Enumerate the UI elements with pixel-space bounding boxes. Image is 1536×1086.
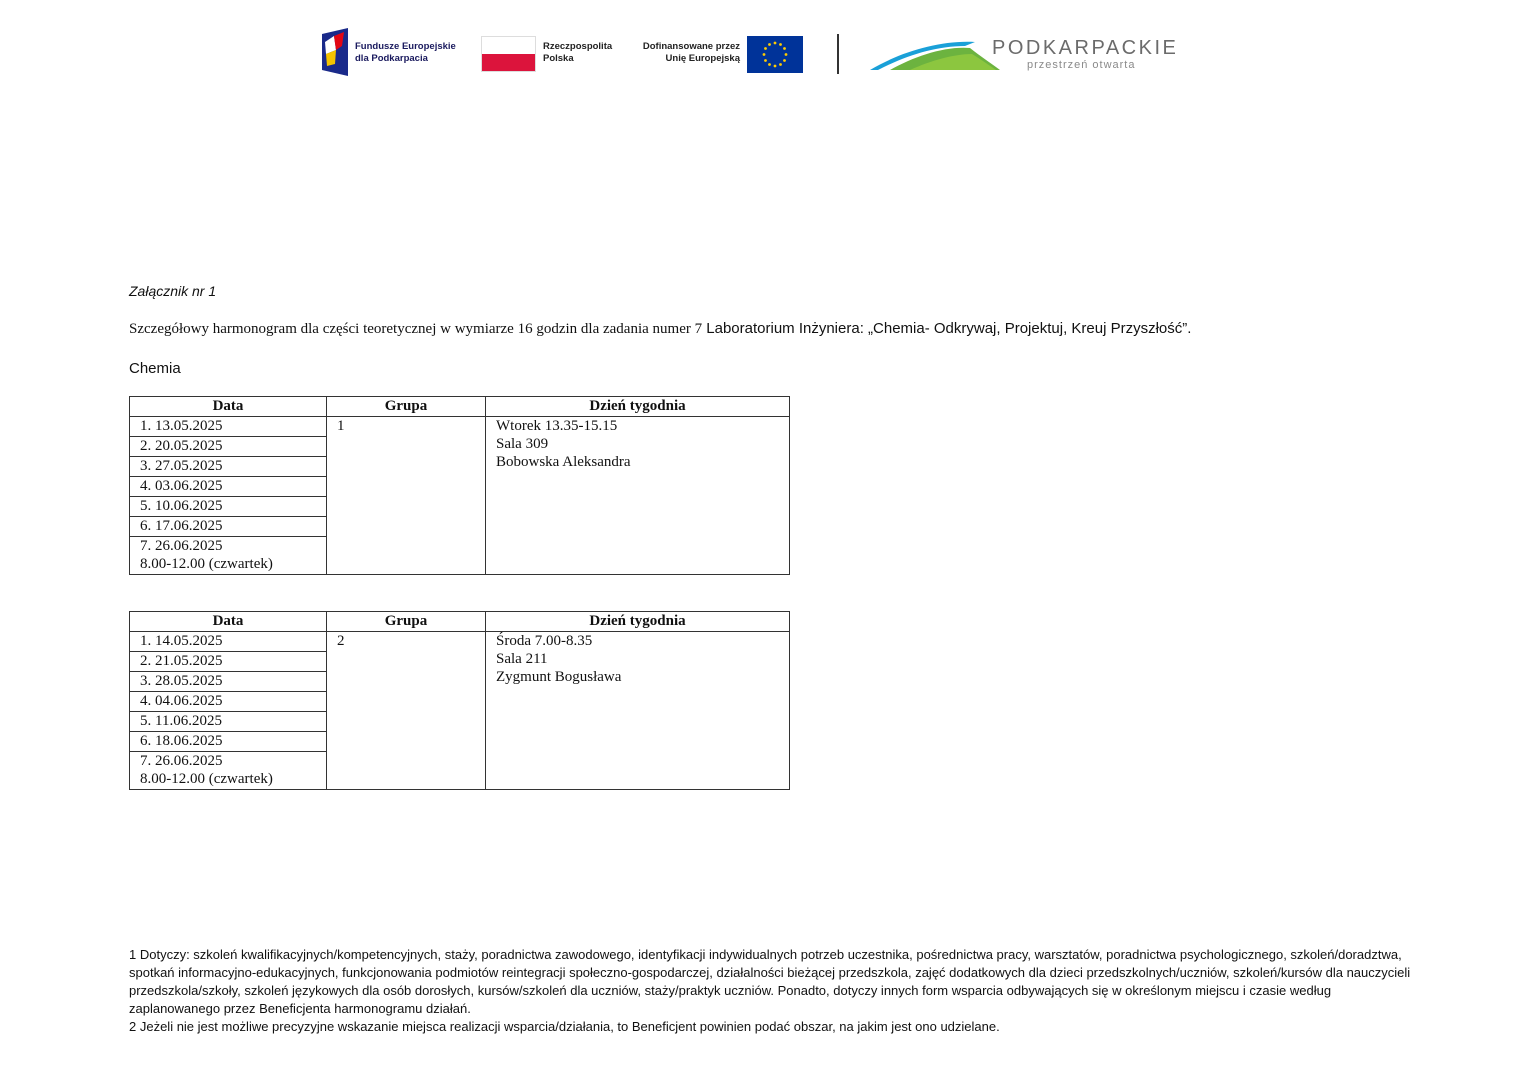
day-cell — [486, 417, 790, 575]
day-room: Sala 211 — [496, 651, 548, 667]
day-room: Sala 309 — [496, 436, 549, 452]
date-cell: 5. 10.06.2025 — [130, 497, 327, 517]
intro-sans-text: Laboratorium Inżyniera: „Chemia- Odkrywaj, Projektuj, Kreuj Przyszłość”. — [702, 320, 1192, 337]
region-tagline: przestrzeń otwarta — [1027, 59, 1136, 71]
subject-heading: Chemia — [129, 360, 181, 377]
intro-serif-text: Szczegółowy harmonogram dla części teoretycznej w wymiarze 16 godzin dla zadania numer 7 — [129, 321, 703, 337]
fe-podkarpacie-logo — [322, 28, 348, 76]
date-cell: 2. 20.05.2025 — [130, 437, 327, 457]
schedule-table-group-2 — [129, 611, 790, 790]
date-cell: 2. 21.05.2025 — [130, 652, 327, 672]
pl-logo-text: Rzeczpospolita Polska — [543, 41, 613, 64]
schedule-table-group-1 — [129, 396, 790, 575]
table-row — [130, 632, 790, 652]
fe-logo-text: Fundusze Europejskie dla Podkarpacia — [355, 41, 456, 64]
day-time: Środa 7.00-8.35 — [496, 633, 593, 649]
day-teacher: Bobowska Aleksandra — [496, 454, 631, 470]
header-group: Grupa — [327, 612, 486, 632]
footnote-2: 2 Jeżeli nie jest możliwe precyzyjne wskazanie miejsca realizacji wsparcia/działania, to Beneficjent powinien podać obszar, na jakim jest ono udzielane. — [129, 1019, 1000, 1034]
date-cell — [130, 537, 327, 575]
date-cell: 6. 17.06.2025 — [130, 517, 327, 537]
date-cell: 3. 28.05.2025 — [130, 672, 327, 692]
annex-label: Załącznik nr 1 — [129, 283, 217, 299]
intro-paragraph — [129, 320, 1191, 338]
date-text: 7. 26.06.2025 — [140, 538, 223, 554]
date-cell: 4. 03.06.2025 — [130, 477, 327, 497]
date-cell: 4. 04.06.2025 — [130, 692, 327, 712]
table-row — [130, 417, 790, 437]
logo-divider — [837, 34, 839, 74]
header-date: Data — [130, 612, 327, 632]
day-cell — [486, 632, 790, 790]
date-note: 8.00-12.00 (czwartek) — [140, 771, 273, 787]
eu-logo-text: Dofinansowane przez Unię Europejską — [642, 41, 740, 64]
footnotes — [129, 946, 1419, 1036]
date-cell: 1. 13.05.2025 — [130, 417, 327, 437]
footnote-1: 1 Dotyczy: szkoleń kwalifikacyjnych/kompetencyjnych, staży, poradnictwa zawodowego, identyfikacji indywidualnych potrzeb uczestnika, pośrednictwa pracy, warsztatów, poradnictwa psychologicznego, szkoleń/doradztwa, spotkań informacyjno-edukacyjnych, funkcjonowania podmiotów reintegracji społeczno-gospodarczej, działalności bieżącej przedszkola, zajęć dodatkowych dla dzieci przedszkolnych/uczniów, szkoleń/kursów dla nauczycieli przedszkola/szkoły, szkoleń językowych dla osób dorosłych, kursów/szkoleń dla uczniów, staży/praktyk uczniów. Ponadto, dotyczy innych form wsparcia odbywających się w określonym miejscu i czasie według zaplanowanego przez Beneficjenta harmonogramu działań. — [129, 947, 1411, 1016]
polish-flag-icon — [481, 36, 536, 72]
date-cell: 6. 18.06.2025 — [130, 732, 327, 752]
date-note: 8.00-12.00 (czwartek) — [140, 556, 273, 572]
date-cell: 5. 11.06.2025 — [130, 712, 327, 732]
region-name: PODKARPACKIE — [992, 37, 1179, 59]
date-cell: 3. 27.05.2025 — [130, 457, 327, 477]
header-day: Dzień tygodnia — [486, 397, 790, 417]
group-cell: 1 — [327, 417, 486, 575]
day-time: Wtorek 13.35-15.15 — [496, 418, 618, 434]
logo-bar — [322, 28, 1190, 80]
table-header-row — [130, 397, 790, 417]
header-day: Dzień tygodnia — [486, 612, 790, 632]
header-group: Grupa — [327, 397, 486, 417]
header-date: Data — [130, 397, 327, 417]
date-cell: 1. 14.05.2025 — [130, 632, 327, 652]
date-cell — [130, 752, 327, 790]
table-header-row — [130, 612, 790, 632]
eu-flag-icon — [747, 36, 803, 73]
date-text: 7. 26.06.2025 — [140, 753, 223, 769]
podkarpackie-swoosh-icon — [870, 32, 1005, 72]
day-teacher: Zygmunt Bogusława — [496, 669, 622, 685]
group-cell: 2 — [327, 632, 486, 790]
